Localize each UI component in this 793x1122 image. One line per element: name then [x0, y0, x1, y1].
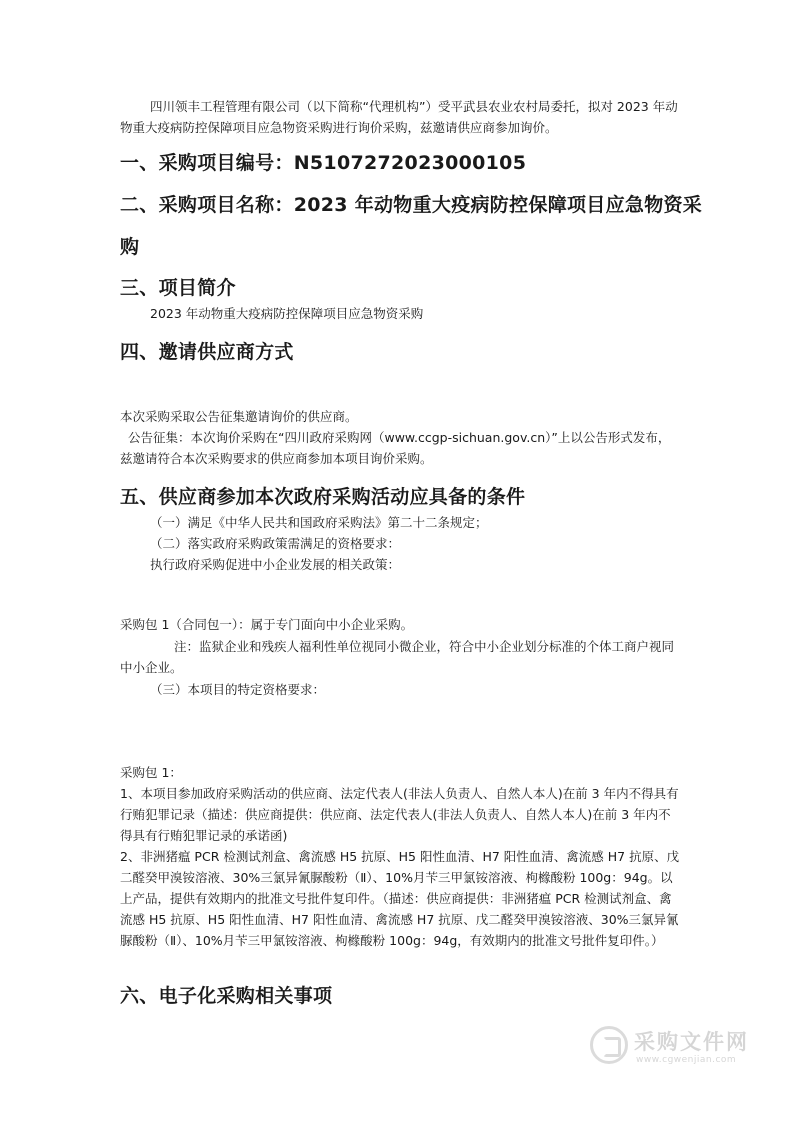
- section5-item2: （二）落实政府采购政策需满足的资格要求：: [150, 536, 401, 551]
- section5-heading: 五、供应商参加本次政府采购活动应具备的条件: [120, 486, 526, 508]
- watermark-url: www.cgwenjian.com: [636, 1055, 737, 1065]
- section1-heading: 一、采购项目编号：N5107272023000105: [120, 152, 527, 174]
- watermark-title: 采购文件网: [634, 1030, 749, 1054]
- watermark: [590, 1024, 770, 1074]
- package1-label: 采购包 1：: [120, 765, 182, 780]
- intro-paragraph: 四川领丰工程管理有限公司（以下简称“代理机构”）受平武县农业农村局委托，拟对 2023 年动物重大疫病防控保障项目应急物资采购进行询价采购，兹邀请供应商参加询价。: [120, 99, 678, 135]
- requirement-1: 1、本项目参加政府采购活动的供应商、法定代表人(非法人负责人、自然人本人)在前 3 年内不得具有行贿犯罪记录（描述：供应商提供：供应商、法定代表人(非法人负责人、自然人本人)在前 3 年内不得具有行贿犯罪记录的承诺函): [120, 786, 679, 843]
- section6-heading: 六、电子化采购相关事项: [120, 985, 333, 1007]
- section2-heading-continued: 购: [120, 236, 140, 258]
- requirement-2: 2、非洲猪瘟 PCR 检测试剂盒、禽流感 H5 抗原、H5 阳性血清、H7 阳性血清、禽流感 H7 抗原、戊二醛癸甲溴铵溶液、30%三氯异氰脲酸粉（Ⅱ）、10%月苄三甲氯铵溶液、枸橼酸粉 100g：94g。以上产品，提供有效期内的批准文号批件复印件。（描述：供应商提供：非洲猪瘟 PCR 检测试剂盒、禽流感 H5 抗原、H5 阳性血清、H7 阳性血清、禽流感 H7 抗原、戊二醛癸甲溴铵溶液、30%三氯异氰脲酸粉（Ⅱ）、10%月苄三甲氯铵溶液、枸橼酸粉 100g：94g，有效期内的批准文号批件复印件。）: [120, 849, 680, 948]
- section4-heading: 四、邀请供应商方式: [120, 341, 294, 363]
- section3-body: 2023 年动物重大疫病防控保障项目应急物资采购: [150, 306, 424, 321]
- logo-seal-icon: [590, 1026, 628, 1064]
- section5-item1: （一）满足《中华人民共和国政府采购法》第二十二条规定；: [150, 515, 488, 530]
- section3-heading: 三、项目简介: [120, 277, 236, 299]
- policy-note: 注：监狱企业和残疾人福利性单位视同小微企业，符合中小企业划分标准的个体工商户视同中小企业。: [120, 639, 675, 675]
- section5-item2-detail: 执行政府采购促进中小企业发展的相关政策：: [150, 557, 401, 572]
- section4-line2: 公告征集：本次询价采购在“四川政府采购网（www.ccgp-sichuan.gov.cn）”上以公告形式发布，兹邀请符合本次采购要求的供应商参加本项目询价采购。: [120, 430, 671, 466]
- section2-heading: 二、采购项目名称：2023 年动物重大疫病防控保障项目应急物资采: [120, 194, 703, 216]
- package1-policy: 采购包 1（合同包一）：属于专门面向中小企业采购。: [120, 617, 414, 632]
- section5-item3: （三）本项目的特定资格要求：: [150, 682, 326, 697]
- section4-line1: 本次采购采取公告征集邀请询价的供应商。: [120, 409, 358, 424]
